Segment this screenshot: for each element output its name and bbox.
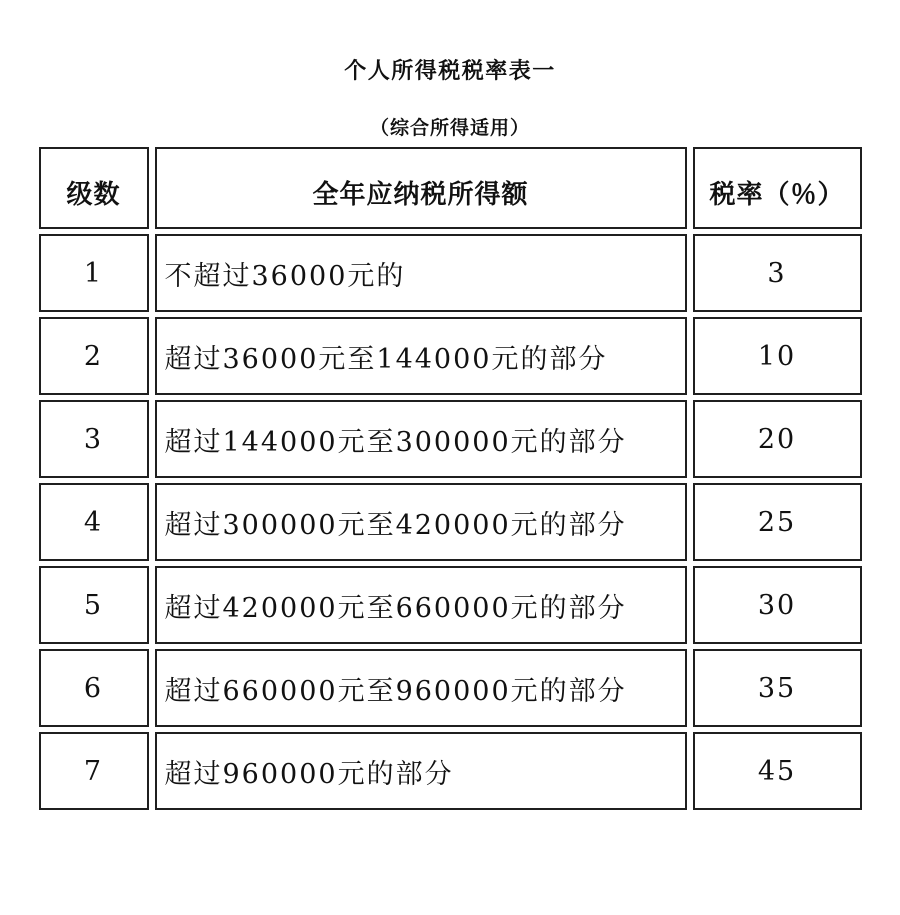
table-row <box>39 483 862 561</box>
cell-level: 1 <box>39 234 149 312</box>
cell-income-bracket: 超过660000元至960000元的部分 <box>155 649 687 727</box>
cell-level: 3 <box>39 400 149 478</box>
cell-level: 5 <box>39 566 149 644</box>
cell-level: 7 <box>39 732 149 810</box>
cell-income-bracket: 超过420000元至660000元的部分 <box>155 566 687 644</box>
cell-rate: 45 <box>693 732 862 810</box>
cell-rate: 30 <box>693 566 862 644</box>
cell-rate: 35 <box>693 649 862 727</box>
header-row <box>39 147 862 229</box>
table-row <box>39 649 862 727</box>
table-row <box>39 400 862 478</box>
table-row <box>39 234 862 312</box>
cell-rate: 20 <box>693 400 862 478</box>
cell-level: 6 <box>39 649 149 727</box>
cell-income-bracket: 超过300000元至420000元的部分 <box>155 483 687 561</box>
document-page <box>0 58 900 915</box>
cell-income-bracket: 不超过36000元的 <box>155 234 687 312</box>
doc-subtitle: （综合所得适用） <box>369 118 530 139</box>
cell-level: 2 <box>39 317 149 395</box>
column-header-level: 级数 <box>39 147 149 229</box>
column-header-rate: 税率（％） <box>693 147 862 229</box>
table-row <box>39 732 862 810</box>
cell-level: 4 <box>39 483 149 561</box>
tax-rate-table <box>33 142 868 815</box>
doc-title: 个人所得税税率表一 <box>344 58 556 83</box>
cell-income-bracket: 超过144000元至300000元的部分 <box>155 400 687 478</box>
table-row <box>39 317 862 395</box>
table-row <box>39 566 862 644</box>
column-header-income: 全年应纳税所得额 <box>155 147 687 229</box>
cell-income-bracket: 超过36000元至144000元的部分 <box>155 317 687 395</box>
cell-rate: 3 <box>693 234 862 312</box>
cell-rate: 10 <box>693 317 862 395</box>
cell-rate: 25 <box>693 483 862 561</box>
cell-income-bracket: 超过960000元的部分 <box>155 732 687 810</box>
